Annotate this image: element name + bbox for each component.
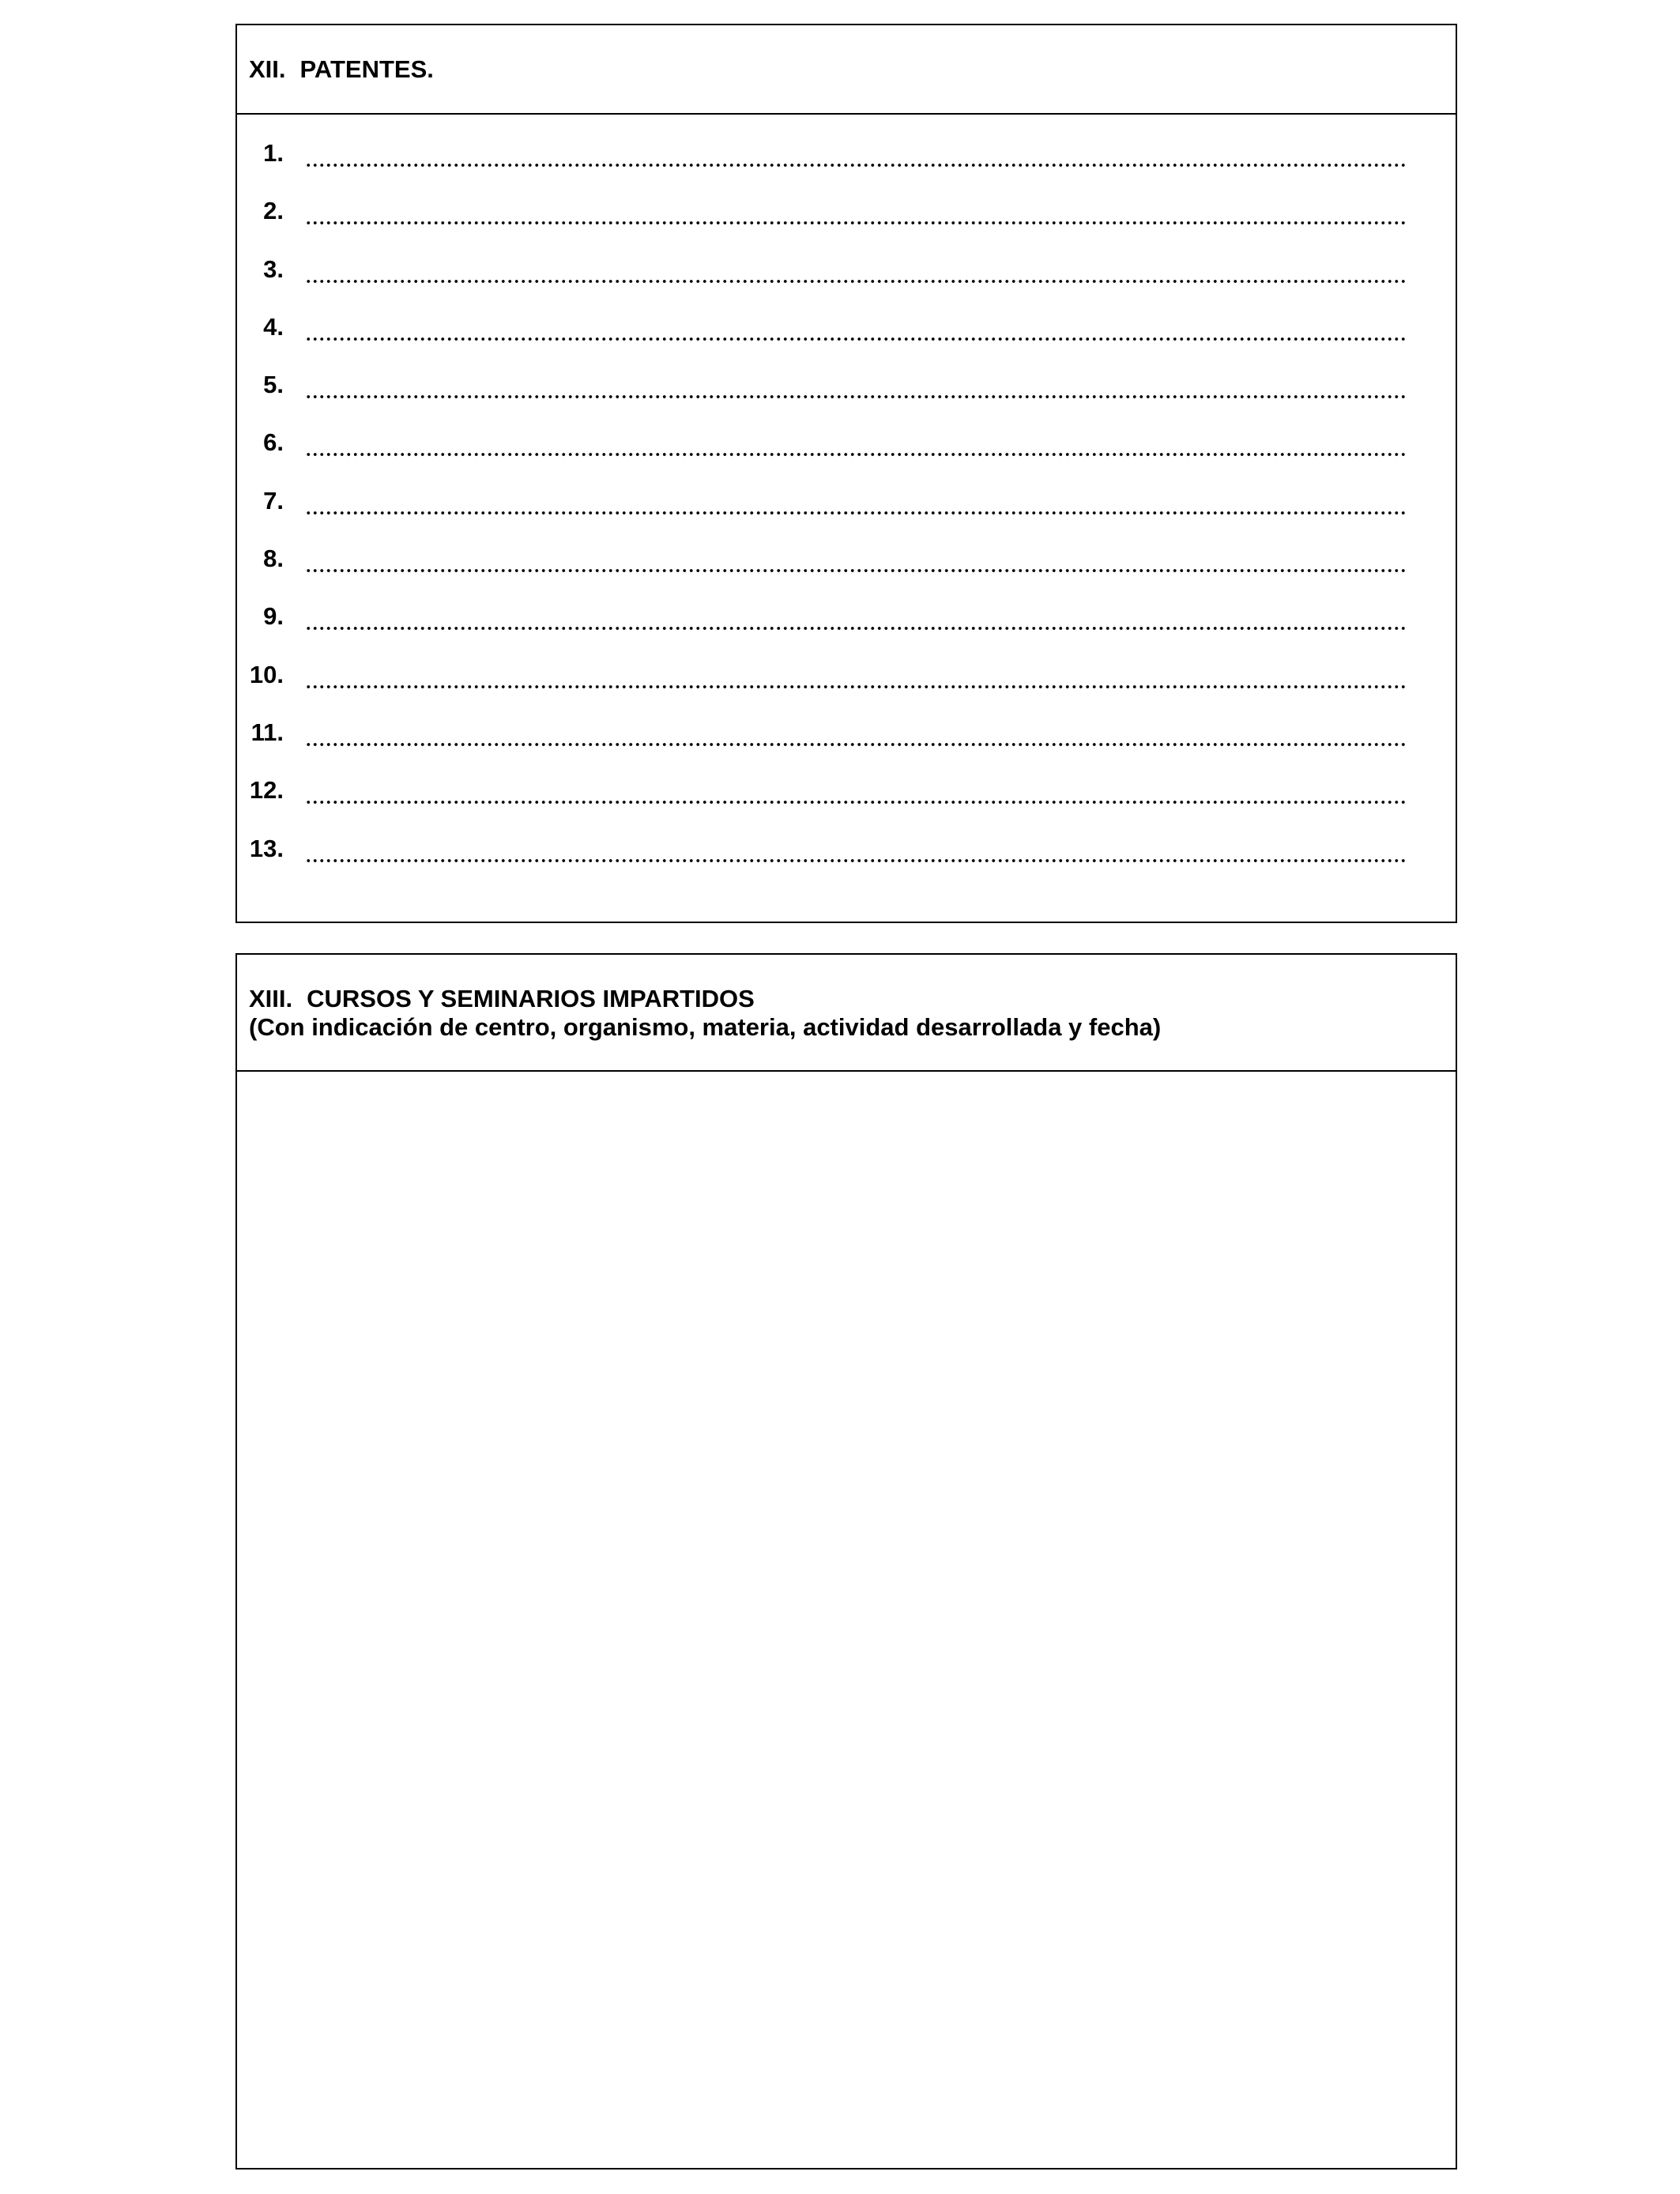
patentes-header	[237, 25, 1456, 115]
dotted-fill-line[interactable]	[305, 164, 1407, 167]
section-title: PATENTES.	[299, 55, 434, 83]
patent-number: 11.	[250, 718, 284, 746]
patent-entry[interactable]	[237, 602, 1456, 660]
patent-entry[interactable]	[237, 139, 1456, 197]
dotted-fill-line[interactable]	[305, 511, 1407, 515]
dotted-fill-line[interactable]	[305, 743, 1407, 746]
section-title: CURSOS Y SEMINARIOS IMPARTIDOS	[307, 985, 755, 1012]
cursos-title-line	[249, 985, 1456, 1013]
patent-number: 12.	[249, 776, 284, 805]
patent-entry[interactable]	[237, 371, 1456, 428]
patent-entry[interactable]	[237, 197, 1456, 254]
patent-entry[interactable]	[237, 428, 1456, 486]
dotted-fill-line[interactable]	[305, 453, 1407, 456]
patent-number: 5.	[263, 371, 284, 399]
patent-number: 1.	[263, 139, 284, 167]
dotted-fill-line[interactable]	[305, 685, 1407, 688]
patent-entry[interactable]	[237, 545, 1456, 602]
patent-entry[interactable]	[237, 487, 1456, 545]
patent-entry[interactable]	[237, 661, 1456, 718]
patent-entry[interactable]	[237, 835, 1456, 892]
patent-list	[237, 115, 1456, 892]
patent-number: 6.	[263, 428, 284, 457]
patent-number: 8.	[263, 545, 284, 573]
cursos-section	[235, 953, 1457, 2169]
dotted-fill-line[interactable]	[305, 395, 1407, 398]
dotted-fill-line[interactable]	[305, 801, 1407, 804]
patent-number: 10.	[249, 660, 284, 688]
section-number: XII.	[249, 55, 286, 83]
patent-number: 7.	[263, 486, 284, 515]
dotted-fill-line[interactable]	[305, 337, 1407, 341]
patent-entry[interactable]	[237, 718, 1456, 776]
dotted-fill-line[interactable]	[305, 859, 1407, 862]
patent-number: 9.	[263, 602, 284, 631]
patent-number: 2.	[263, 197, 284, 225]
cursos-blank-area[interactable]	[237, 1072, 1456, 2168]
dotted-fill-line[interactable]	[305, 569, 1407, 572]
patentes-title-line	[249, 55, 1456, 84]
patent-number: 13.	[249, 834, 284, 862]
patent-number: 3.	[263, 254, 284, 283]
dotted-fill-line[interactable]	[305, 627, 1407, 630]
section-number: XIII.	[249, 985, 293, 1012]
patent-entry[interactable]	[237, 313, 1456, 371]
dotted-fill-line[interactable]	[305, 280, 1407, 283]
patentes-section	[235, 24, 1457, 923]
patent-entry[interactable]	[237, 776, 1456, 834]
cursos-header	[237, 955, 1456, 1072]
patent-number: 4.	[263, 312, 284, 341]
section-subtitle: (Con indicación de centro, organismo, materia, actividad desarrollada y fecha)	[249, 1013, 1162, 1041]
patent-entry[interactable]	[237, 255, 1456, 313]
dotted-fill-line[interactable]	[305, 221, 1407, 224]
